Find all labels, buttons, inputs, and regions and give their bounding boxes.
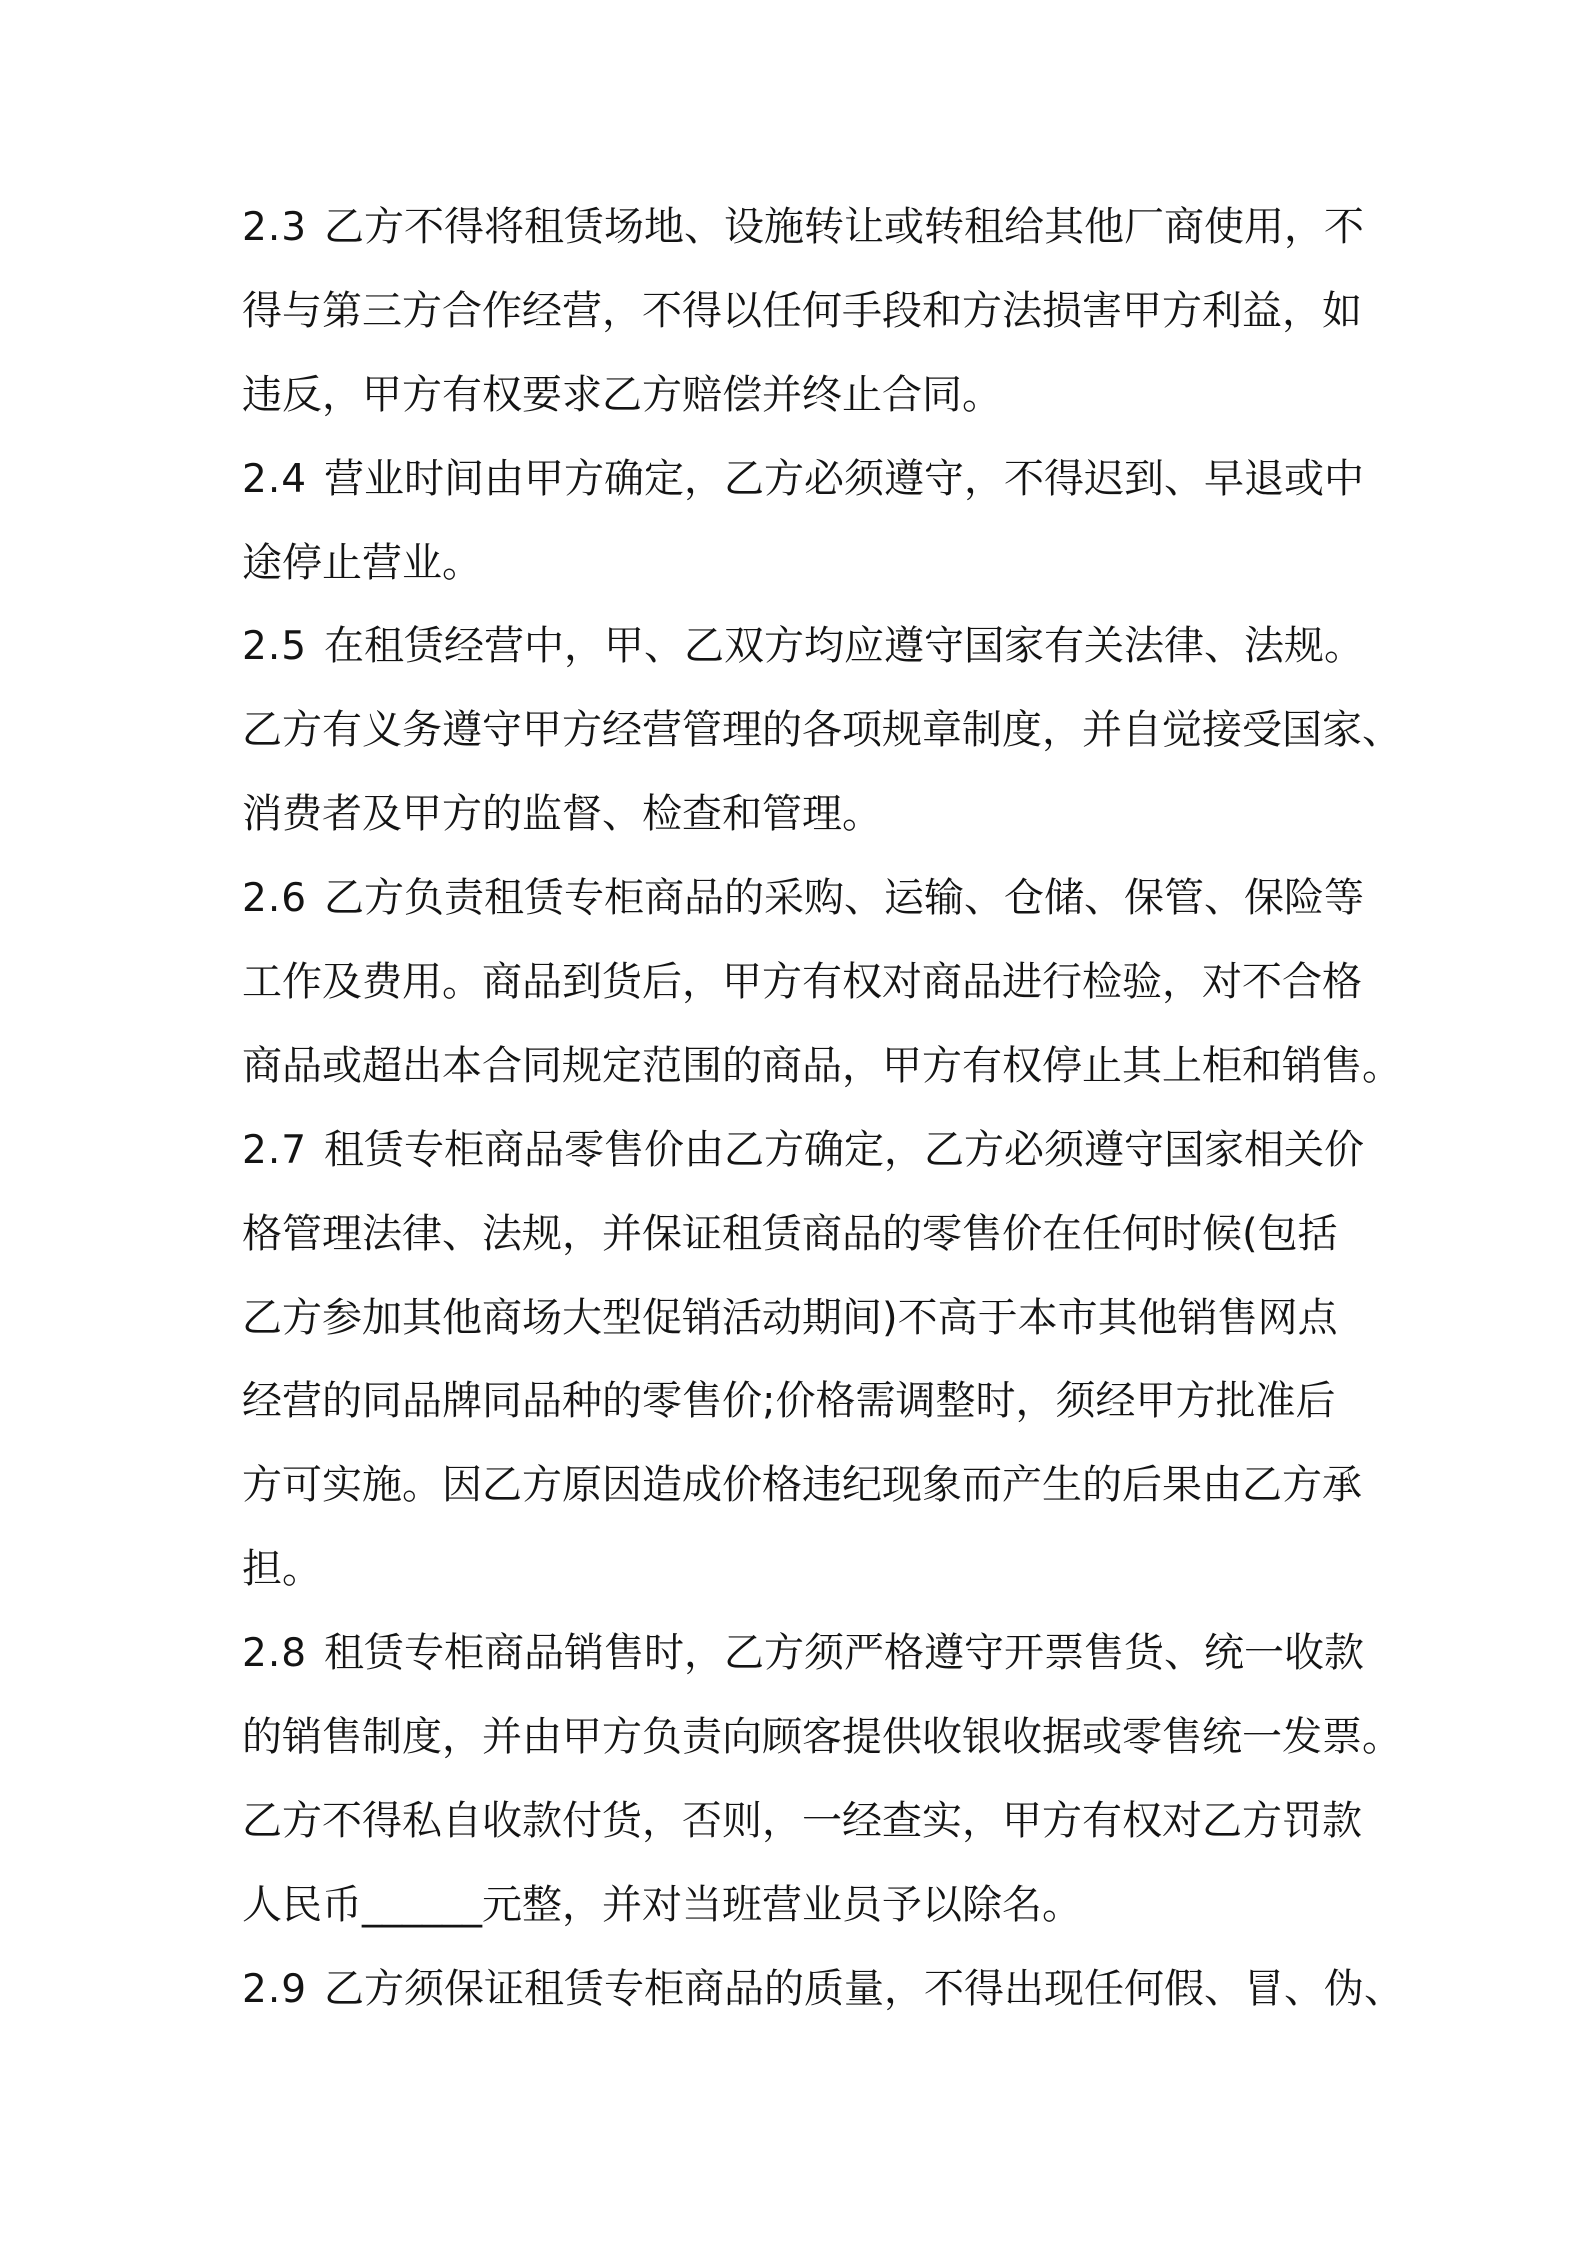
clause-text: 担。 — [242, 1546, 322, 1593]
clause-2-7-line-3 — [242, 1277, 1482, 1361]
clause-text: 乙方不得将租赁场地、设施转让或转租给其他厂商使用，不 — [324, 204, 1364, 250]
clause-text: 人民币______元整，并对当班营业员予以除名。 — [242, 1881, 1082, 1928]
clause-text: 商品或超出本合同规定范围的商品，甲方有权停止其上柜和销售。 — [242, 1042, 1402, 1089]
clause-text: 乙方须保证租赁专柜商品的质量，不得出现任何假、冒、伪、 — [324, 1965, 1404, 2012]
clause-text: 乙方不得私自收款付货，否则，一经查实，甲方有权对乙方罚款 — [242, 1797, 1362, 1844]
clause-number: 2.8 — [242, 1631, 308, 1677]
clause-2-9-line-1 — [242, 1948, 1482, 2032]
clause-text: 工作及费用。商品到货后，甲方有权对商品进行检验，对不合格 — [242, 959, 1362, 1006]
clause-number: 2.4 — [242, 456, 308, 502]
clause-text: 格管理法律、法规，并保证租赁商品的零售价在任何时候(包括 — [242, 1210, 1338, 1257]
contract-body — [242, 186, 1482, 2032]
clause-text: 乙方参加其他商场大型促销活动期间)不高于本市其他销售网点 — [242, 1294, 1338, 1341]
clause-text: 乙方负责租赁专柜商品的采购、运输、仓储、保管、保险等 — [324, 875, 1364, 922]
clause-2-7-line-2 — [242, 1193, 1482, 1277]
clause-2-7-line-1 — [242, 1109, 1482, 1193]
clause-number: 2.7 — [242, 1127, 308, 1173]
clause-text: 途停止营业。 — [242, 539, 482, 586]
clause-2-8-line-4 — [242, 1864, 1482, 1948]
clause-2-5-line-3 — [242, 773, 1482, 857]
clause-text: 经营的同品牌同品种的零售价;价格需调整时，须经甲方批准后 — [242, 1378, 1336, 1425]
clause-number: 2.5 — [242, 624, 308, 670]
clause-text: 租赁专柜商品销售时，乙方须严格遵守开票售货、统一收款 — [324, 1630, 1364, 1677]
clause-2-6-line-1 — [242, 857, 1482, 941]
clause-2-3-line-2 — [242, 270, 1482, 354]
clause-2-5-line-1 — [242, 605, 1482, 689]
clause-2-3-line-3 — [242, 354, 1482, 438]
clause-2-6-line-3 — [242, 1025, 1482, 1109]
clause-2-7-line-5 — [242, 1444, 1482, 1528]
clause-2-5-line-2 — [242, 689, 1482, 773]
clause-2-4-line-2 — [242, 522, 1482, 606]
clause-2-6-line-2 — [242, 941, 1482, 1025]
clause-text: 消费者及甲方的监督、检查和管理。 — [242, 791, 882, 838]
clause-text: 的销售制度，并由甲方负责向顾客提供收银收据或零售统一发票。 — [242, 1714, 1402, 1761]
clause-text: 营业时间由甲方确定，乙方必须遵守，不得迟到、早退或中 — [324, 455, 1364, 502]
clause-text: 乙方有义务遵守甲方经营管理的各项规章制度，并自觉接受国家、 — [242, 707, 1402, 754]
clause-text: 租赁专柜商品零售价由乙方确定，乙方必须遵守国家相关价 — [324, 1126, 1364, 1173]
clause-2-8-line-3 — [242, 1780, 1482, 1864]
clause-text: 得与第三方合作经营，不得以任何手段和方法损害甲方利益，如 — [242, 287, 1362, 334]
clause-number: 2.6 — [242, 876, 308, 922]
clause-2-3-line-1 — [242, 186, 1482, 270]
clause-text: 方可实施。因乙方原因造成价格违纪现象而产生的后果由乙方承 — [242, 1462, 1362, 1509]
clause-2-7-line-4 — [242, 1360, 1482, 1444]
clause-number: 2.3 — [242, 205, 308, 250]
clause-text: 违反，甲方有权要求乙方赔偿并终止合同。 — [242, 371, 1002, 418]
clause-2-7-line-6 — [242, 1528, 1482, 1612]
clause-2-8-line-2 — [242, 1696, 1482, 1780]
clause-2-4-line-1 — [242, 438, 1482, 522]
clause-2-8-line-1 — [242, 1612, 1482, 1696]
clause-text: 在租赁经营中，甲、乙双方均应遵守国家有关法律、法规。 — [324, 623, 1364, 670]
clause-number: 2.9 — [242, 1966, 308, 2012]
